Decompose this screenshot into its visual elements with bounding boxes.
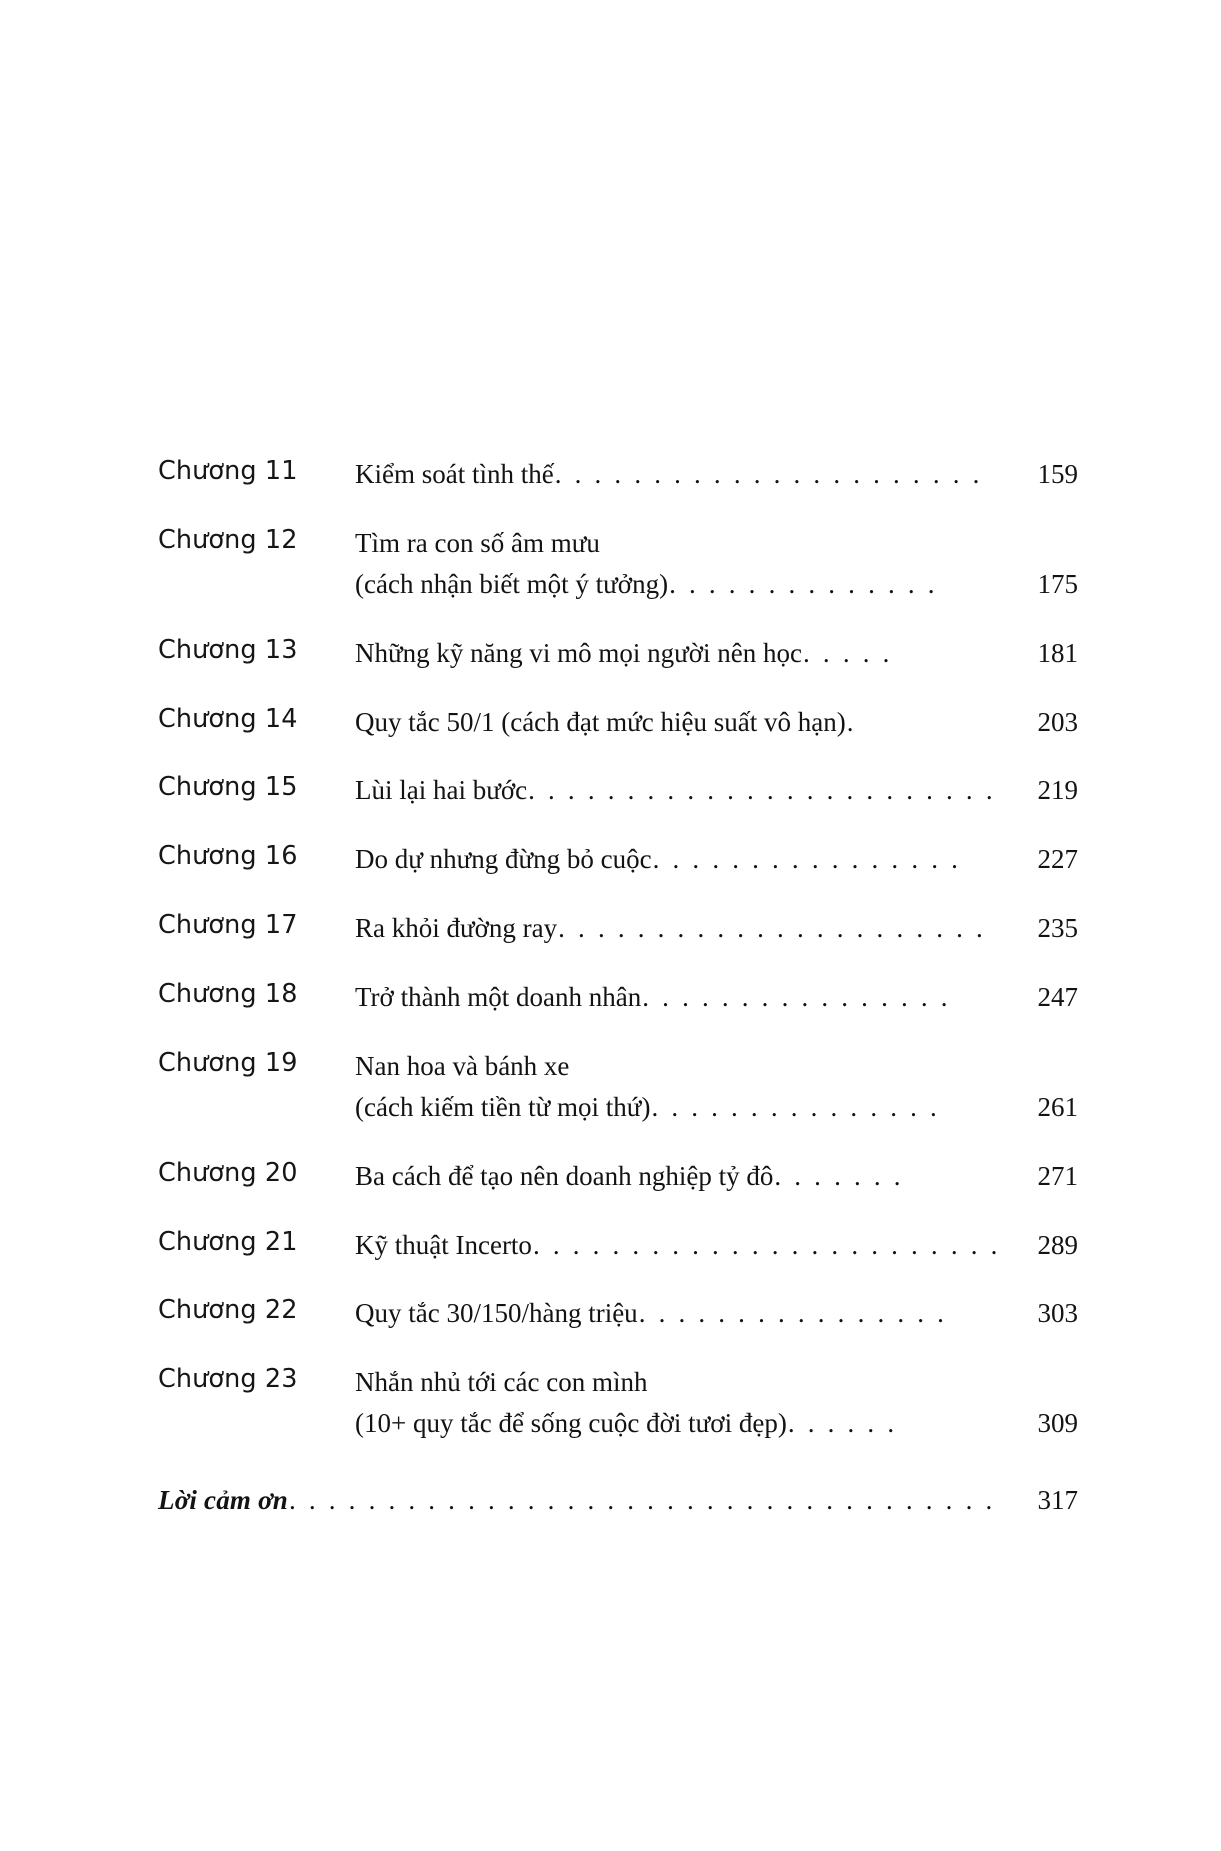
- toc-line: [355, 909, 1078, 948]
- toc-entry[interactable]: [158, 909, 1078, 948]
- toc-entry[interactable]: [158, 978, 1078, 1017]
- toc-entry[interactable]: [158, 455, 1078, 494]
- toc-line: [355, 703, 1078, 742]
- toc-line: [355, 1047, 1078, 1086]
- dot-leader: . . . . . . . . . . . . . . . .: [642, 982, 951, 1012]
- chapter-body: [355, 1226, 1078, 1265]
- chapter-label: Chương 23: [158, 1364, 298, 1395]
- toc-entry[interactable]: [158, 840, 1078, 879]
- toc-entry[interactable]: [158, 634, 1078, 673]
- toc-line: [355, 1226, 1078, 1265]
- chapter-label: Chương 20: [158, 1157, 298, 1188]
- chapter-label: Chương 15: [158, 772, 298, 803]
- chapter-label: Chương 21: [158, 1226, 298, 1257]
- toc-line: [355, 524, 1078, 563]
- dot-leader: . . . . . .: [787, 1408, 898, 1439]
- page-number: 181: [1037, 637, 1078, 668]
- entry-title: Quy tắc 50/1 (cách đạt mức hiệu suất vô hạn): [355, 706, 846, 737]
- chapter-body: [355, 1157, 1078, 1196]
- page-number: 219: [1037, 775, 1078, 806]
- toc-line: [355, 565, 1078, 604]
- chapter-body: [355, 840, 1078, 879]
- toc-entry-acknowledgements[interactable]: [158, 1481, 1078, 1520]
- dot-leader: . . . . . . . . . . . . . . . . . . . . . . . .: [532, 1229, 1001, 1260]
- toc-line: [355, 840, 1078, 879]
- page-number: 235: [1037, 913, 1078, 944]
- chapter-body: [355, 1047, 1078, 1127]
- toc-line: [355, 1157, 1078, 1196]
- chapter-body: [355, 524, 1078, 604]
- dot-leader: . . . . . . . . . . . . . . .: [651, 1091, 940, 1122]
- page-number: 203: [1037, 706, 1078, 737]
- entry-title: Tìm ra con số âm mưu: [355, 527, 600, 558]
- page-number: 309: [1037, 1408, 1078, 1439]
- chapter-label: Chương 14: [158, 703, 298, 734]
- chapter-body: [355, 1294, 1078, 1333]
- dot-leader: .: [846, 706, 857, 737]
- chapter-body: [355, 978, 1078, 1017]
- chapter-body: [355, 455, 1078, 494]
- chapter-body: [355, 909, 1078, 948]
- chapter-label: Chương 13: [158, 634, 298, 665]
- toc-line: [355, 634, 1078, 673]
- toc-entry[interactable]: [158, 703, 1078, 742]
- dot-leader: . . . . . . . . . . . . . . . . . . . . . .: [558, 913, 986, 944]
- dot-leader: . . . . . . . . . . . . . . . .: [638, 1298, 948, 1329]
- toc-entry[interactable]: [158, 524, 1078, 604]
- table-of-contents: [158, 455, 1078, 1550]
- entry-title: Nhắn nhủ tới các con mình: [355, 1367, 648, 1398]
- entry-title: (cách kiếm tiền từ mọi thứ): [355, 1091, 651, 1122]
- dot-leader: . . . . . . . . . . . . . . . . . . . . . . . . . . . . . . . . . . . .: [288, 1485, 996, 1515]
- dot-leader: . . . . . . . . . . . . . . . .: [652, 844, 962, 875]
- chapter-label: Chương 17: [158, 910, 298, 941]
- entry-title: (10+ quy tắc để sống cuộc đời tươi đẹp): [355, 1408, 787, 1439]
- chapter-body: [158, 1481, 1078, 1520]
- toc-entry[interactable]: [158, 771, 1078, 810]
- entry-title: Lời cảm ơn: [158, 1485, 288, 1515]
- entry-title: Ra khỏi đường ray: [355, 913, 558, 944]
- chapter-label: Chương 22: [158, 1295, 298, 1326]
- toc-line: [355, 978, 1078, 1017]
- chapter-label: Chương 16: [158, 841, 298, 872]
- page-number: 261: [1037, 1091, 1078, 1122]
- page-number: 317: [1037, 1485, 1078, 1515]
- entry-title: Do dự nhưng đừng bỏ cuộc: [355, 844, 652, 875]
- toc-entry[interactable]: [158, 1294, 1078, 1333]
- page-number: 271: [1037, 1160, 1078, 1191]
- entry-title: Nan hoa và bánh xe: [355, 1050, 570, 1081]
- entry-title: Lùi lại hai bước: [355, 775, 528, 806]
- chapter-body: [355, 1363, 1078, 1443]
- entry-title: Trở thành một doanh nhân: [355, 982, 642, 1012]
- toc-entry[interactable]: [158, 1047, 1078, 1127]
- chapter-label: Chương 11: [158, 456, 298, 486]
- entry-title: Quy tắc 30/150/hàng triệu: [355, 1298, 638, 1329]
- page-number: 159: [1037, 459, 1078, 489]
- toc-line: [355, 1363, 1078, 1402]
- dot-leader: . . . . .: [803, 637, 893, 668]
- page-number: 227: [1037, 844, 1078, 875]
- entry-title: Những kỹ năng vi mô mọi người nên học: [355, 637, 803, 668]
- toc-entry[interactable]: [158, 1157, 1078, 1196]
- chapter-label: Chương 12: [158, 524, 298, 555]
- chapter-label: Chương 18: [158, 979, 298, 1009]
- toc-line: [158, 1481, 1078, 1520]
- dot-leader: . . . . . . . . . . . . . . . . . . . . . .: [554, 459, 983, 489]
- entry-title: Kiểm soát tình thế: [355, 459, 554, 489]
- dot-leader: . . . . . . . . . . . . . .: [669, 568, 938, 599]
- chapter-body: [355, 771, 1078, 810]
- toc-entry[interactable]: [158, 1363, 1078, 1443]
- entry-title: (cách nhận biết một ý tưởng): [355, 568, 669, 599]
- dot-leader: . . . . . . .: [774, 1160, 904, 1191]
- chapter-body: [355, 703, 1078, 742]
- entry-title: Ba cách để tạo nên doanh nghiệp tỷ đô: [355, 1160, 774, 1191]
- page-number: 289: [1037, 1229, 1078, 1260]
- toc-line: [355, 771, 1078, 810]
- entry-title: Kỹ thuật Incerto: [355, 1229, 532, 1260]
- chapter-body: [355, 634, 1078, 673]
- toc-line: [355, 1088, 1078, 1127]
- page-number: 175: [1037, 568, 1078, 599]
- toc-line: [355, 1294, 1078, 1333]
- page-number: 247: [1037, 982, 1078, 1012]
- dot-leader: . . . . . . . . . . . . . . . . . . . . . . . .: [528, 775, 996, 806]
- toc-line: [355, 455, 1078, 494]
- page-number: 303: [1037, 1298, 1078, 1329]
- toc-entry[interactable]: [158, 1226, 1078, 1265]
- chapter-label: Chương 19: [158, 1047, 298, 1078]
- toc-line: [355, 1404, 1078, 1443]
